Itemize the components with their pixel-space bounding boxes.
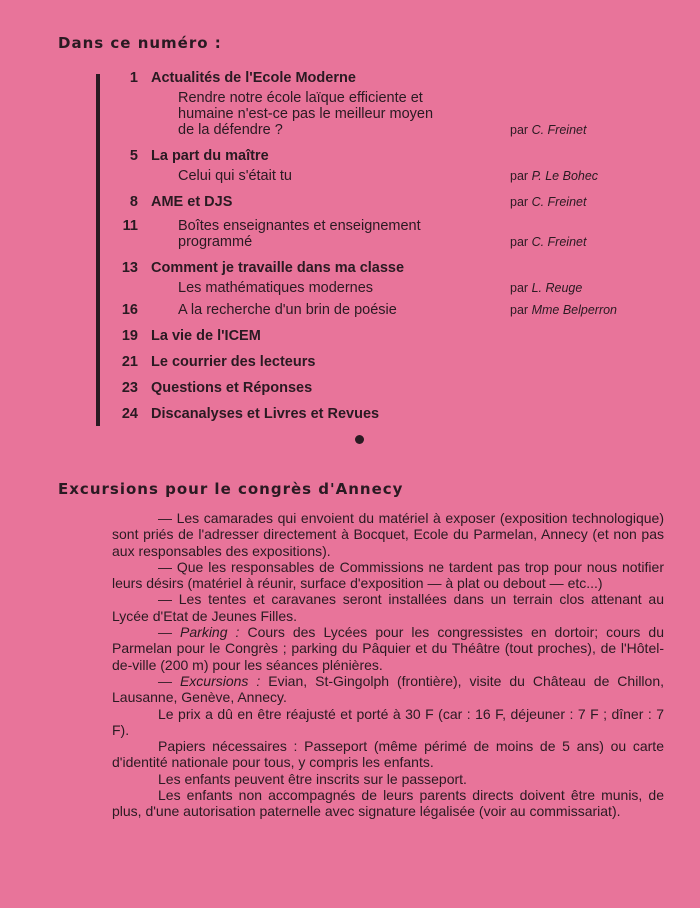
toc-line bbox=[110, 218, 630, 235]
excursions-paragraph bbox=[112, 510, 664, 559]
toc-line bbox=[110, 302, 630, 319]
excursions-paragraph bbox=[112, 738, 664, 771]
paragraph-text: Papiers nécessaires : Passeport (même périmé de moins de 5 ans) ou carte d'identité nationale pour tous, y compris les enfants. bbox=[112, 738, 664, 771]
toc-title: Comment je travaille dans ma classe bbox=[151, 260, 405, 276]
toc-author-name: C. Freinet bbox=[531, 195, 587, 209]
toc-author-name: C. Freinet bbox=[531, 123, 587, 137]
paragraph-text: — Les tentes et caravanes seront installées dans un terrain clos attenant au Lycée d'Etat de Jeunes Filles. bbox=[112, 591, 664, 624]
toc-page-number: 16 bbox=[121, 302, 138, 318]
excursions-paragraph bbox=[112, 673, 664, 706]
toc-line bbox=[110, 168, 630, 185]
toc-line bbox=[110, 106, 630, 123]
toc-author bbox=[510, 302, 617, 319]
toc-subtitle: de la défendre ? bbox=[178, 122, 283, 138]
paragraph-text: — Que les responsables de Commissions ne tardent pas trop pour nous notifier leurs désirs (matériel à réunir, surface d'exposition — à plat ou debout — etc...) bbox=[112, 558, 664, 592]
toc-page-number: 5 bbox=[129, 148, 138, 164]
section-separator-dot bbox=[355, 435, 364, 444]
toc-line bbox=[110, 406, 630, 423]
toc-author bbox=[510, 194, 586, 211]
excursions-heading: Excursions pour le congrès d'Annecy bbox=[58, 480, 404, 498]
paragraph-text: Les enfants peuvent être inscrits sur le passeport. bbox=[158, 770, 467, 787]
paragraph-lead: — Parking : bbox=[158, 624, 240, 641]
toc-author bbox=[510, 280, 582, 297]
toc-author-prefix: par bbox=[510, 169, 529, 183]
toc-title: Questions et Réponses bbox=[151, 380, 313, 396]
toc-line bbox=[110, 194, 630, 211]
toc-page-number: 21 bbox=[121, 354, 138, 370]
paragraph-lead: — Excursions : bbox=[158, 672, 261, 689]
toc-title: Le courrier des lecteurs bbox=[151, 354, 316, 370]
toc-title: Actualités de l'Ecole Moderne bbox=[151, 70, 356, 86]
toc-line bbox=[110, 122, 630, 139]
toc-title: La part du maître bbox=[151, 148, 269, 164]
excursions-paragraph bbox=[112, 771, 664, 787]
toc-subtitle: Les mathématiques modernes bbox=[178, 280, 374, 296]
excursions-body bbox=[112, 510, 664, 820]
toc-subtitle: Boîtes enseignantes et enseignement bbox=[178, 218, 421, 234]
toc-author-name: L. Reuge bbox=[531, 281, 583, 295]
toc-author bbox=[510, 234, 586, 251]
paragraph-text: Evian, St-Gingolph (frontière), visite du Château de Chillon, Lausanne, Genève, Annecy. bbox=[112, 672, 664, 706]
paragraph-text: Cours des Lycées pour les congressistes en dortoir; cours du Parmelan pour le Congrès ; parking du Pâquier et du Théâtre (tout proches), de l'Hôtel-de-ville (200 m) pour les séances plénières. bbox=[112, 624, 664, 673]
toc-title: AME et DJS bbox=[151, 194, 233, 210]
excursions-paragraph bbox=[112, 591, 664, 624]
toc-line bbox=[110, 280, 630, 297]
toc-author-name: C. Freinet bbox=[531, 235, 587, 249]
toc-page-number: 13 bbox=[121, 260, 138, 276]
toc-author bbox=[510, 122, 586, 139]
toc-page-number: 23 bbox=[121, 380, 138, 396]
toc-line bbox=[110, 90, 630, 107]
toc-subtitle: A la recherche d'un brin de poésie bbox=[178, 302, 397, 318]
toc-author-prefix: par bbox=[510, 123, 529, 137]
excursions-paragraph bbox=[112, 624, 664, 673]
excursions-paragraph bbox=[112, 706, 664, 739]
toc-line bbox=[110, 354, 630, 371]
toc-author-prefix: par bbox=[510, 281, 529, 295]
toc-line bbox=[110, 260, 630, 277]
toc-author-name: P. Le Bohec bbox=[531, 169, 599, 183]
toc-author-name: Mme Belperron bbox=[531, 303, 618, 317]
toc-author bbox=[510, 168, 598, 185]
paragraph-text: Le prix a dû en être réajusté et porté à 30 F (car : 16 F, déjeuner : 7 F ; dîner : 7 F). bbox=[112, 705, 664, 738]
toc-author-prefix: par bbox=[510, 235, 529, 249]
paragraph-text: — Les camarades qui envoient du matériel à exposer (exposition technologique) sont priés de l'adresser directement à Bocquet, Ecole du Parmelan, Annecy (et non pas aux responsables des expositions). bbox=[112, 510, 664, 559]
toc-line bbox=[110, 380, 630, 397]
toc-author-prefix: par bbox=[510, 303, 529, 317]
toc-page-number: 8 bbox=[129, 194, 138, 210]
toc-subtitle: programmé bbox=[178, 234, 253, 250]
paragraph-text: Les enfants non accompagnés de leurs parents directs doivent être munis, de plus, d'une autorisation paternelle avec signature légalisée (voir au commissariat). bbox=[112, 787, 664, 820]
toc-line bbox=[110, 148, 630, 165]
toc-subtitle: humaine n'est-ce pas le meilleur moyen bbox=[178, 106, 434, 122]
toc-line bbox=[110, 234, 630, 251]
toc-subtitle: Celui qui s'était tu bbox=[178, 168, 292, 184]
toc-subtitle: Rendre notre école laïque efficiente et bbox=[178, 90, 423, 106]
excursions-paragraph bbox=[112, 787, 664, 820]
toc-side-rule bbox=[96, 74, 100, 426]
toc-line bbox=[110, 328, 630, 345]
toc-page-number: 1 bbox=[129, 70, 138, 86]
toc-line bbox=[110, 70, 630, 87]
toc-title: La vie de l'ICEM bbox=[151, 328, 261, 344]
toc-page-number: 19 bbox=[121, 328, 138, 344]
toc-page-number: 11 bbox=[122, 218, 138, 234]
toc-title: Discanalyses et Livres et Revues bbox=[151, 406, 380, 422]
toc-heading: Dans ce numéro : bbox=[58, 34, 222, 52]
toc-author-prefix: par bbox=[510, 195, 529, 209]
excursions-paragraph bbox=[112, 559, 664, 592]
toc-page-number: 24 bbox=[121, 406, 138, 422]
